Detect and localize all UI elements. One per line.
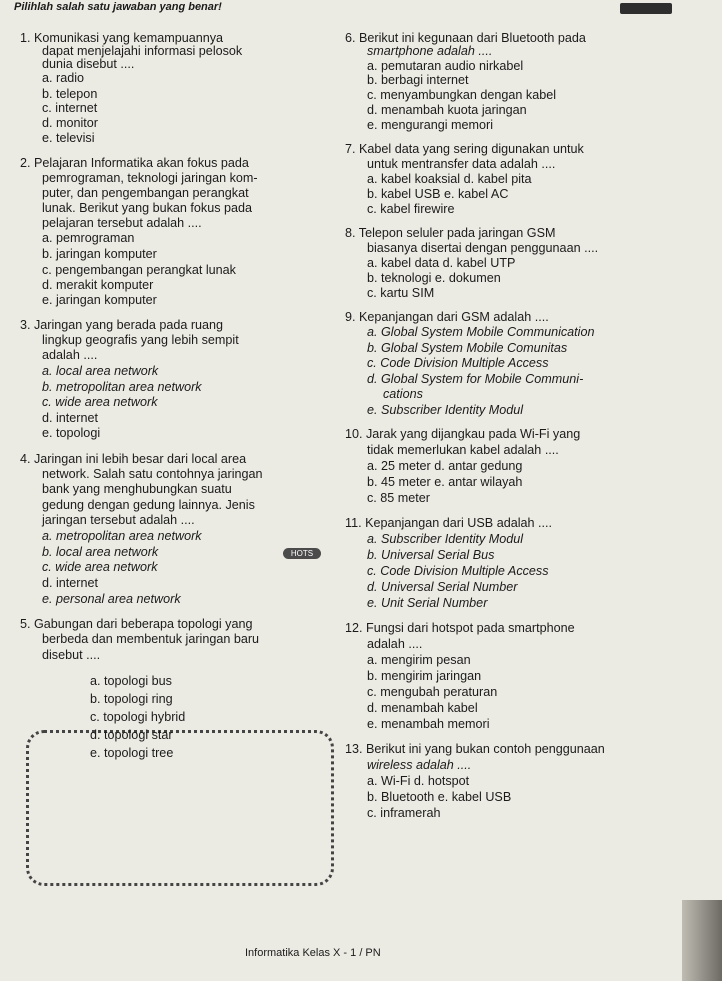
text-line: a. local area network	[42, 364, 159, 378]
text-line: 9. Kepanjangan dari GSM adalah ....	[345, 310, 549, 324]
text-line: b. Bluetooth e. kabel USB	[367, 790, 512, 804]
text-line: b. teknologi e. dokumen	[367, 271, 501, 285]
text-line: e. Subscriber Identity Modul	[367, 403, 524, 417]
text-line: wireless adalah ....	[367, 758, 472, 772]
text-line: e. jaringan komputer	[42, 293, 157, 307]
text-line: c. menyambungkan dengan kabel	[367, 88, 557, 102]
footer-text: Informatika Kelas X - 1 / PN	[245, 947, 381, 959]
text-line: c. 85 meter	[367, 491, 430, 505]
instruction-header: Pilihlah salah satu jawaban yang benar!	[14, 1, 222, 13]
text-line: pemrograman, teknologi jaringan kom-	[42, 171, 258, 185]
text-line: d. topologi star	[90, 728, 173, 742]
text-line: untuk mentransfer data adalah ....	[367, 157, 556, 171]
text-line: e. mengurangi memori	[367, 118, 493, 132]
text-line: e. personal area network	[42, 592, 181, 606]
decorative-border	[26, 730, 334, 886]
text-line: puter, dan pengembangan perangkat	[42, 186, 249, 200]
text-line: lunak. Berikut yang bukan fokus pada	[42, 201, 253, 215]
text-line: a. Wi-Fi d. hotspot	[367, 774, 470, 788]
text-line: 3. Jaringan yang berada pada ruang	[20, 318, 224, 332]
text-line: 6. Berikut ini kegunaan dari Bluetooth pada	[345, 31, 586, 45]
text-line: b. 45 meter e. antar wilayah	[367, 475, 523, 489]
qr-badge-icon	[620, 3, 672, 14]
text-line: b. jaringan komputer	[42, 247, 157, 261]
text-line: d. Global System for Mobile Communi-	[367, 372, 584, 386]
text-line: c. Code Division Multiple Access	[367, 564, 549, 578]
text-line: 2. Pelajaran Informatika akan fokus pada	[20, 156, 249, 170]
text-line: a. mengirim pesan	[367, 653, 471, 667]
text-line: a. pemrograman	[42, 231, 135, 245]
text-line: disebut ....	[42, 648, 101, 662]
text-line: d. menambah kuota jaringan	[367, 103, 527, 117]
text-line: 7. Kabel data yang sering digunakan untuk	[345, 142, 584, 156]
text-line: lingkup geografis yang lebih sempit	[42, 333, 239, 347]
text-line: b. berbagi internet	[367, 73, 469, 87]
text-line: c. Code Division Multiple Access	[367, 356, 549, 370]
page-shadow	[682, 900, 722, 981]
text-line: a. Subscriber Identity Modul	[367, 532, 524, 546]
text-line: b. Universal Serial Bus	[367, 548, 495, 562]
text-line: d. menambah kabel	[367, 701, 478, 715]
text-line: a. Global System Mobile Communication	[367, 325, 595, 339]
text-line: b. telepon	[42, 87, 98, 101]
hots-badge: HOTS	[283, 548, 321, 559]
text-line: b. mengirim jaringan	[367, 669, 482, 683]
text-line: tidak memerlukan kabel adalah ....	[367, 443, 559, 457]
text-line: 11. Kepanjangan dari USB adalah ....	[345, 516, 553, 530]
text-line: biasanya disertai dengan penggunaan ....	[367, 241, 599, 255]
text-line: gedung dengan gedung lainnya. Jenis	[42, 498, 255, 512]
text-line: c. kartu SIM	[367, 286, 435, 300]
text-line: c. kabel firewire	[367, 202, 455, 216]
text-line: jaringan tersebut adalah ....	[42, 513, 195, 527]
text-line: c. wide area network	[42, 560, 158, 574]
text-line: dunia disebut ....	[42, 57, 135, 71]
text-line: c. inframerah	[367, 806, 441, 820]
text-line: d. monitor	[42, 116, 98, 130]
text-line: c. wide area network	[42, 395, 158, 409]
text-line: 5. Gabungan dari beberapa topologi yang	[20, 617, 253, 631]
text-line: d. merakit komputer	[42, 278, 154, 292]
text-line: a. kabel koaksial d. kabel pita	[367, 172, 532, 186]
text-line: b. local area network	[42, 545, 159, 559]
text-line: a. metropolitan area network	[42, 529, 202, 543]
text-line: berbeda dan membentuk jaringan baru	[42, 632, 260, 646]
text-line: adalah ....	[42, 348, 98, 362]
text-line: pelajaran tersebut adalah ....	[42, 216, 202, 230]
text-line: c. pengembangan perangkat lunak	[42, 263, 236, 277]
text-line: b. topologi ring	[90, 692, 173, 706]
text-line: network. Salah satu contohnya jaringan	[42, 467, 263, 481]
text-line: 1. Komunikasi yang kemampuannya	[20, 31, 224, 45]
text-line: b. metropolitan area network	[42, 380, 202, 394]
text-line: e. Unit Serial Number	[367, 596, 488, 610]
text-line: dapat menjelajahi informasi pelosok	[42, 44, 243, 58]
text-line: c. internet	[42, 101, 98, 115]
text-line: 8. Telepon seluler pada jaringan GSM	[345, 226, 556, 240]
text-line: 10. Jarak yang dijangkau pada Wi-Fi yang	[345, 427, 581, 441]
text-line: 12. Fungsi dari hotspot pada smartphone	[345, 621, 575, 635]
text-line: bank yang menghubungkan suatu	[42, 482, 232, 496]
text-line: a. radio	[42, 71, 85, 85]
text-line: c. topologi hybrid	[90, 710, 186, 724]
text-line: d. Universal Serial Number	[367, 580, 518, 594]
text-line: e. menambah memori	[367, 717, 490, 731]
text-line: 13. Berikut ini yang bukan contoh penggunaan	[345, 742, 605, 756]
text-line: d. internet	[42, 411, 99, 425]
text-line: b. Global System Mobile Comunitas	[367, 341, 568, 355]
text-line: a. 25 meter d. antar gedung	[367, 459, 523, 473]
text-line: adalah ....	[367, 637, 423, 651]
text-line: c. mengubah peraturan	[367, 685, 498, 699]
text-line: e. topologi	[42, 426, 101, 440]
text-line: b. kabel USB e. kabel AC	[367, 187, 509, 201]
text-line: e. topologi tree	[90, 746, 174, 760]
text-line: a. kabel data d. kabel UTP	[367, 256, 516, 270]
text-line: 4. Jaringan ini lebih besar dari local area	[20, 452, 247, 466]
text-line: a. pemutaran audio nirkabel	[367, 59, 524, 73]
text-line: cations	[383, 387, 423, 401]
text-line: a. topologi bus	[90, 674, 172, 688]
text-line: e. televisi	[42, 131, 95, 145]
text-line: smartphone adalah ....	[367, 44, 493, 58]
text-line: d. internet	[42, 576, 99, 590]
